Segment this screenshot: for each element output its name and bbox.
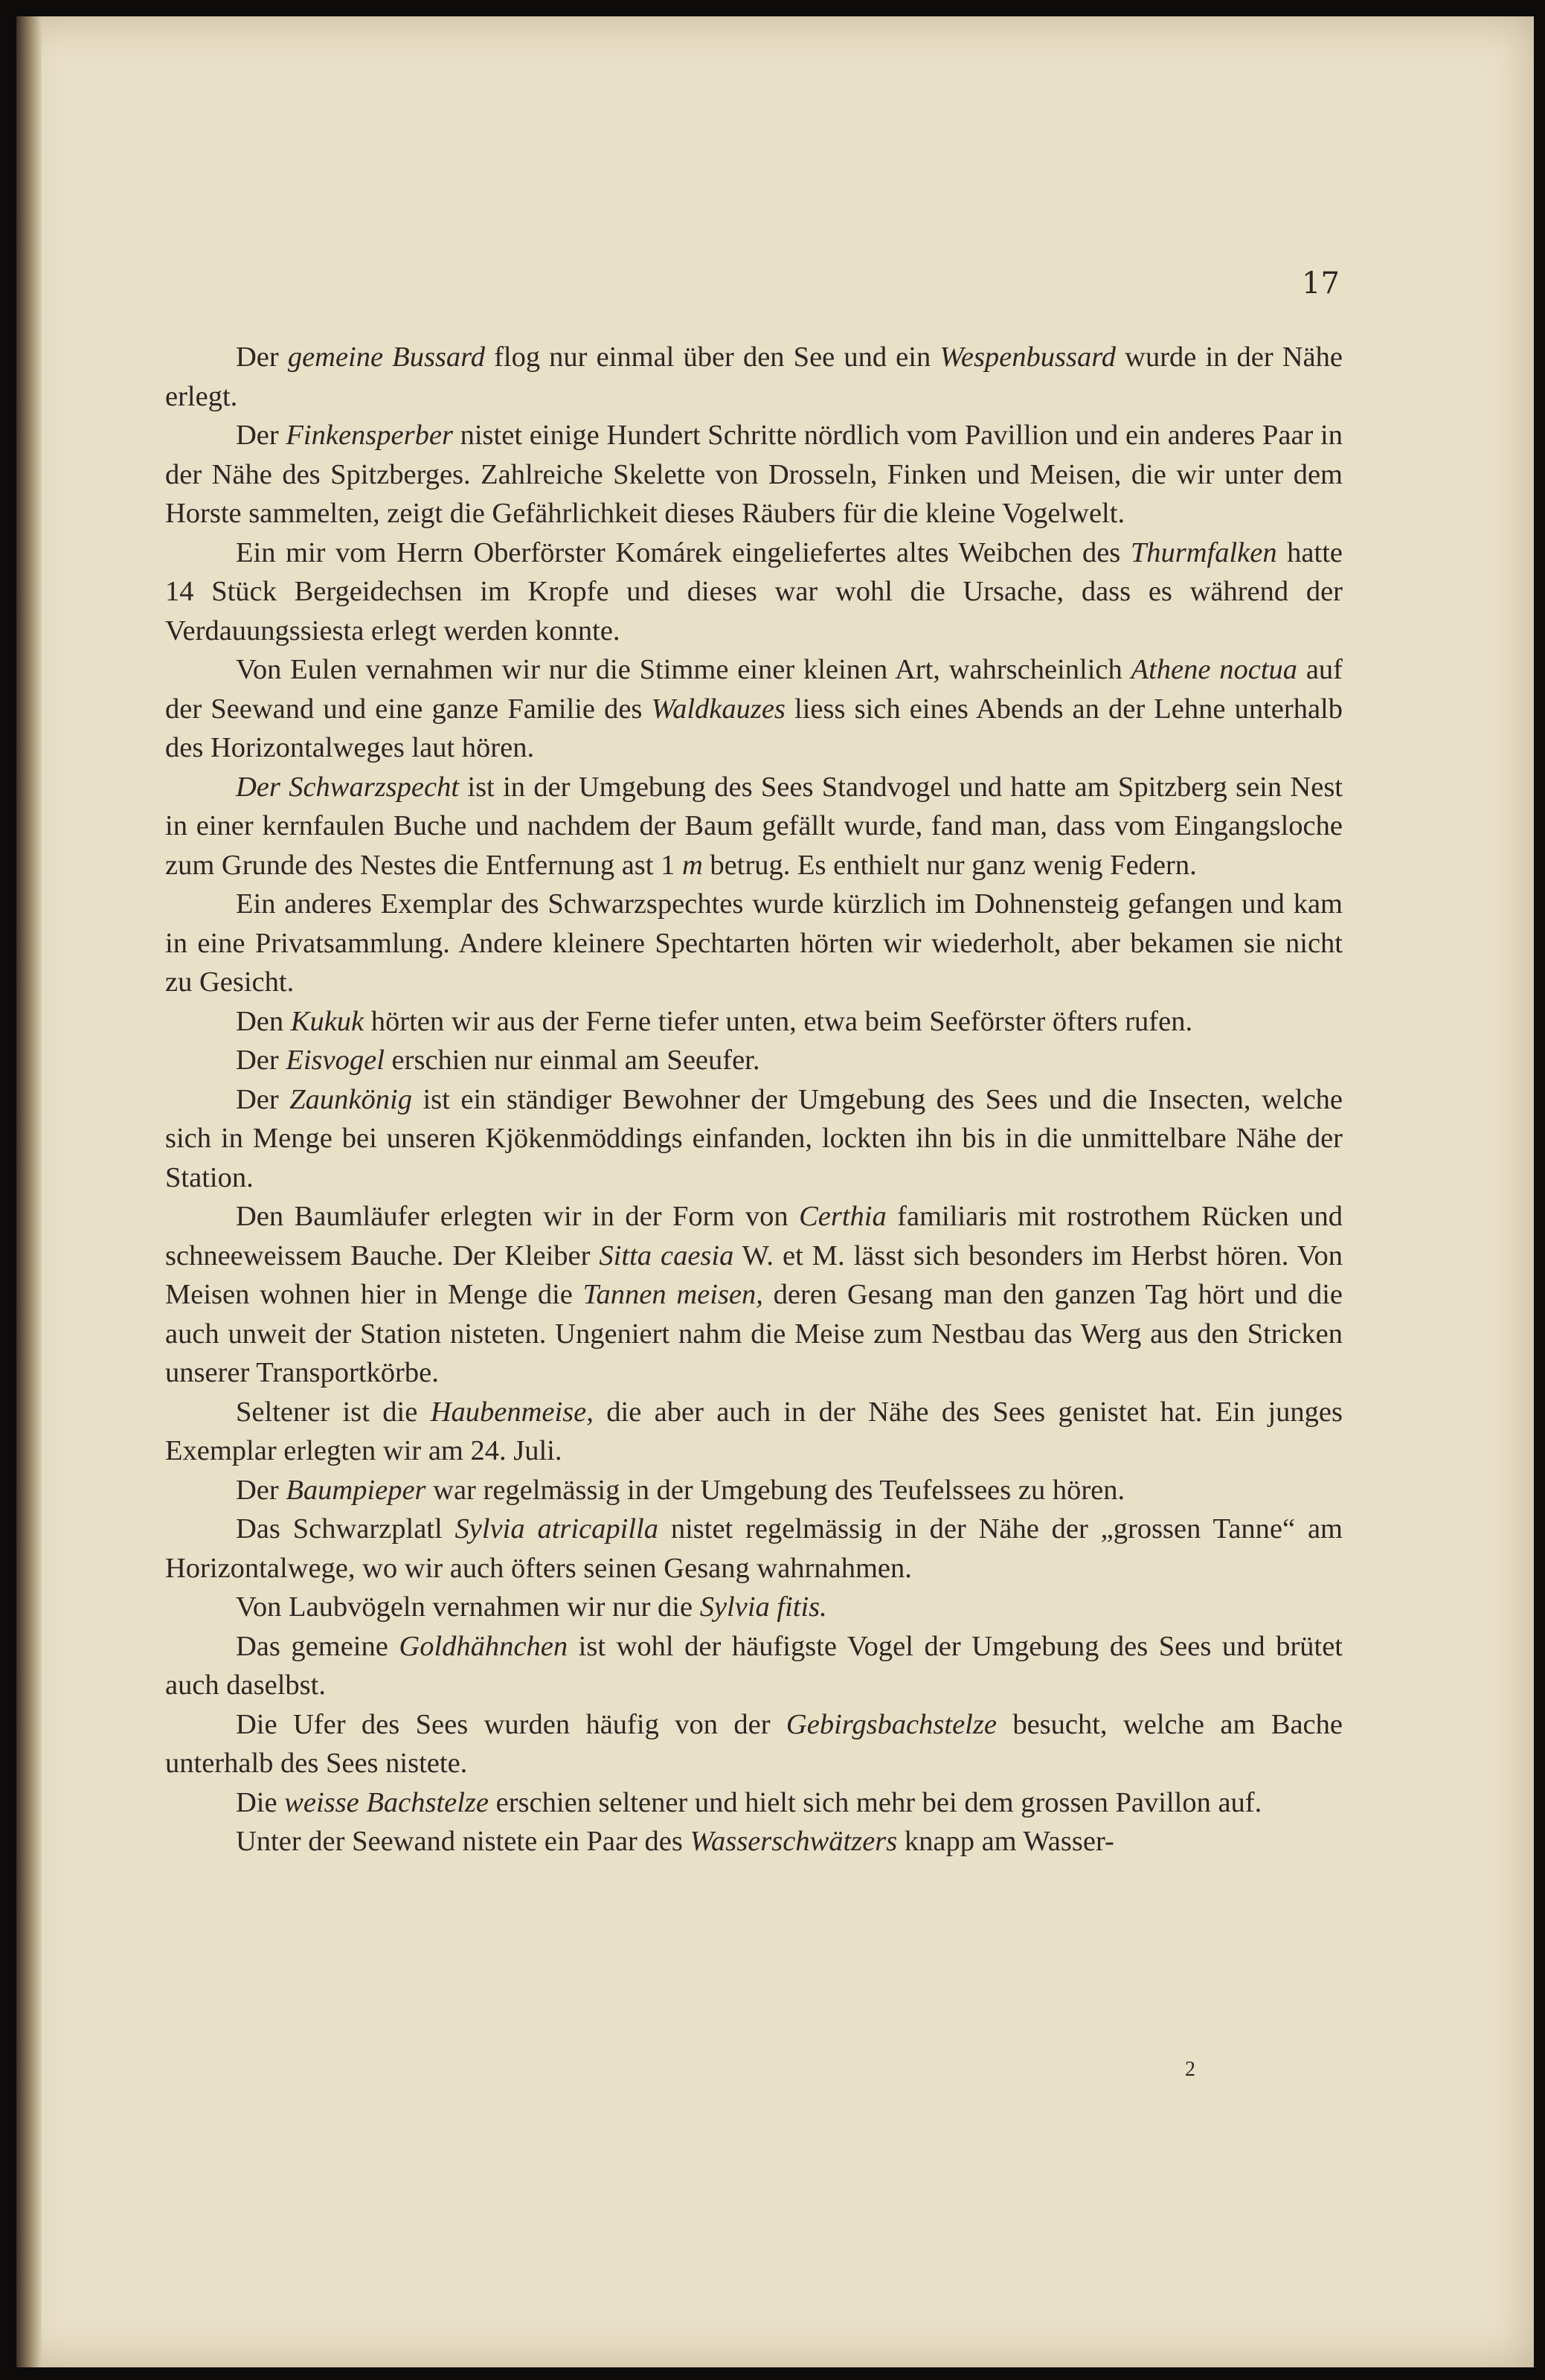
text-run: besucht, welche am Bache unterhalb des Sees nistete. [165, 1708, 1343, 1779]
paragraph [165, 1197, 1343, 1393]
paragraph [165, 416, 1343, 533]
italic-species-name: m [681, 849, 703, 881]
italic-species-name: Der Schwarzspecht [236, 771, 460, 803]
paragraph [165, 1588, 1343, 1627]
text-run: Der [236, 1045, 286, 1076]
text-run: liess sich eines Abends an der Lehne unterhalb des Horizontalweges laut hören. [165, 693, 1343, 763]
text-run: ist wohl der häufigste Vogel der Umgebung des Sees und brütet auch daselbst. [165, 1630, 1343, 1701]
italic-species-name: Sylvia fitis. [699, 1591, 827, 1623]
paragraph [165, 1393, 1343, 1471]
text-run: wurde in der Nähe erlegt. [165, 341, 1343, 412]
italic-species-name: Zaunkönig [289, 1083, 412, 1115]
italic-species-name: Kukuk [290, 1005, 364, 1037]
text-run: Von Eulen vernahmen wir nur die Stimme einer kleinen Art, wahrscheinlich [236, 654, 1131, 685]
paragraph [165, 1041, 1343, 1080]
text-run: Von Laubvögeln vernahmen wir nur die [236, 1591, 700, 1623]
text-run: Der [236, 1474, 286, 1506]
italic-species-name: Waldkauzes [651, 693, 786, 725]
italic-species-name: Tannen meisen, [582, 1279, 763, 1310]
text-run: Ein anderes Exemplar des Schwarzspechtes wurde kürzlich im Dohnensteig gefangen und kam in eine Privatsammlung. Andere kleinere Spechtarten hörten wir wiederholt, aber bekamen sie nicht zu Gesicht. [165, 888, 1343, 998]
text-run: Der [236, 420, 286, 451]
italic-species-name: Haubenmeise, [430, 1396, 594, 1428]
text-run: Seltener ist die [236, 1396, 431, 1428]
text-run: erschien seltener und hielt sich mehr bei dem grossen Pavillon auf. [489, 1786, 1262, 1818]
italic-species-name: Sylvia atricapilla [454, 1513, 658, 1545]
italic-species-name: Wasserschwätzers [690, 1826, 898, 1857]
paragraph [165, 1705, 1343, 1783]
paragraph [165, 1002, 1343, 1042]
text-run: Den Baumläufer erlegten wir in der Form von [236, 1201, 800, 1232]
paragraph [165, 885, 1343, 1002]
text-run: Der [236, 1083, 290, 1115]
text-run: betrug. Es enthielt nur ganz wenig Federn. [702, 849, 1197, 881]
paragraph [165, 1080, 1343, 1198]
text-run: nistet regelmässig in der Nähe der „grossen Tanne“ am Horizontalwege, wo wir auch öfters seinen Gesang wahrnahmen. [165, 1513, 1343, 1584]
text-run: Das gemeine [236, 1630, 399, 1662]
text-run: Die [236, 1786, 285, 1818]
italic-species-name: weisse Bachstelze [284, 1786, 489, 1818]
text-run: familiaris mit rostrothem Rücken und schneeweissem Bauche. Der Kleiber [165, 1201, 1343, 1271]
text-run: ist in der Umgebung des Sees Standvogel und hatte am Spitzberg sein Nest in einer kernfaulen Buche und nachdem der Baum gefällt wurde, fand man, dass vom Eingangsloche zum Grunde des Nestes die Entfernung ast 1 [165, 771, 1343, 881]
italic-species-name: Wespenbussard [939, 341, 1117, 373]
italic-species-name: gemeine Bussard [287, 341, 485, 373]
text-run: nistet einige Hundert Schritte nördlich vom Pavillion und ein anderes Paar in der Nähe des Spitzberges. Zahlreiche Skelette von Drosseln, Finken und Meisen, die wir unter dem Horste sammelten, zeigt die Gefährlichkeit dieses Räubers für die kleine Vogelwelt. [165, 420, 1343, 529]
text-run: hörten wir aus der Ferne tiefer unten, etwa beim Seeförster öfters rufen. [364, 1005, 1193, 1037]
text-run: hatte 14 Stück Bergeidechsen im Kropfe und dieses war wohl die Ursache, dass es während der Verdauungssiesta erlegt werden konnte. [165, 536, 1343, 647]
text-run: auf der Seewand und eine ganze Familie des [165, 654, 1343, 725]
text-run: W. et M. lässt sich besonders im Herbst hören. Von Meisen wohnen hier in Menge die [165, 1239, 1343, 1310]
scanned-book-page [16, 16, 1534, 2367]
book-spine-edge [16, 16, 42, 2367]
text-run: flog nur einmal über den See und ein [484, 341, 940, 373]
italic-species-name: Sitta caesia [599, 1239, 734, 1271]
text-run: Ein mir vom Herrn Oberförster Komárek eingeliefertes altes Weibchen des [236, 536, 1131, 568]
italic-species-name: Goldhähnchen [399, 1630, 568, 1662]
italic-species-name: Eisvogel [286, 1045, 385, 1076]
text-run: Unter der Seewand nistete ein Paar des [236, 1826, 690, 1857]
text-run: Das Schwarzplatl [236, 1513, 455, 1545]
italic-species-name: Baumpieper [286, 1474, 426, 1506]
paragraph [165, 1783, 1343, 1823]
paragraph [165, 650, 1343, 768]
text-run: die aber auch in der Nähe des Sees genistet hat. Ein junges Exemplar erlegten wir am 24. Juli. [165, 1396, 1343, 1466]
signature-mark: 2 [1185, 2058, 1195, 2081]
body-text [165, 338, 1343, 1861]
text-run: ist ein ständiger Bewohner der Umgebung des Sees und die Insecten, welche sich in Menge bei unseren Kjökenmöddings einfanden, lockten ihn bis in die unmittelbare Nähe der Station. [165, 1083, 1343, 1193]
paragraph [165, 1822, 1343, 1861]
text-run: Den [236, 1005, 291, 1037]
italic-species-name: Athene noctua [1131, 654, 1298, 685]
italic-species-name: Certhia [799, 1201, 887, 1232]
text-run: knapp am Wasser- [897, 1826, 1114, 1857]
paragraph [165, 533, 1343, 651]
text-run: Die Ufer des Sees wurden häufig von der [236, 1708, 786, 1740]
text-run: deren Gesang man den ganzen Tag hört und die auch unweit der Station nisteten. Ungeniert nahm die Meise zum Nestbau das Werg aus den Stricken unserer Transportkörbe. [165, 1279, 1343, 1388]
paragraph [165, 1627, 1343, 1705]
paragraph [165, 338, 1343, 416]
italic-species-name: Finkensperber [286, 420, 453, 451]
text-run: Der [236, 341, 288, 373]
text-run: erschien nur einmal am Seeufer. [384, 1045, 760, 1076]
paragraph [165, 1471, 1343, 1510]
page-number: 17 [1302, 266, 1340, 301]
italic-species-name: Thurmfalken [1130, 536, 1277, 568]
paragraph [165, 1510, 1343, 1588]
text-run: war regelmässig in der Umgebung des Teufelssees zu hören. [425, 1474, 1125, 1506]
paragraph [165, 768, 1343, 885]
italic-species-name: Gebirgsbachstelze [786, 1708, 997, 1740]
